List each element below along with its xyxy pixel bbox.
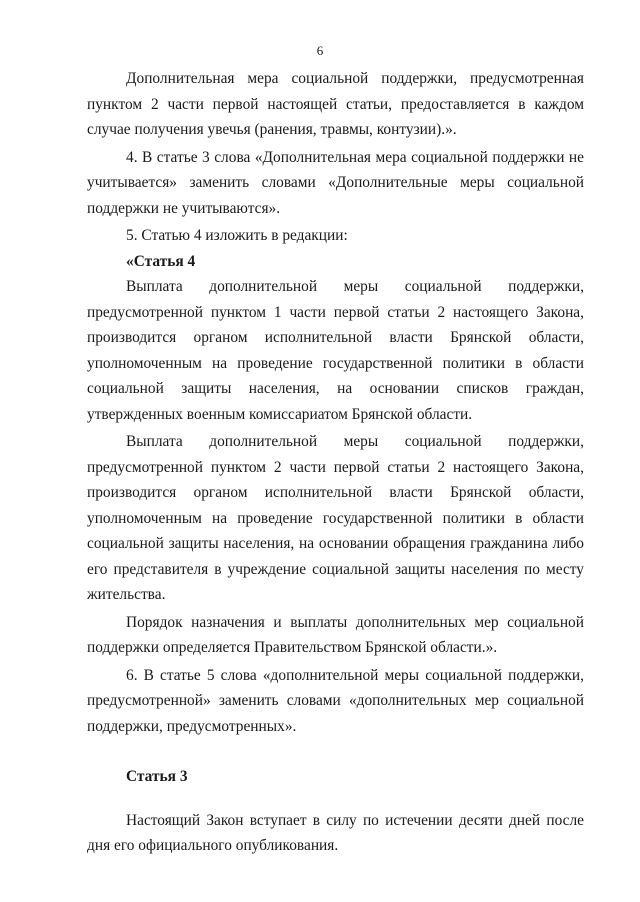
heading-article-4: «Статья 4 [126,252,196,270]
paragraph-payment-1: Выплата дополнительной меры социальной поддержки, предусмотренной пунктом 1 части первой статьи 2 настоящего Закона, производится органом исполнительной власти Брянской области, уполномоченным на проведение государственной политики в области социальной защиты населения, на основании списков граждан, утвержденных военным комиссариатом Брянской области. [87,278,584,423]
paragraph-injury-measure: Дополнительная мера социальной поддержки, предусмотренная пунктом 2 части первой настоящей статьи, предоставляется в каждом случае получения увечья (ранения, травмы, контузии).». [87,70,584,138]
paragraph-item-5: 5. Статью 4 изложить в редакции: [126,227,348,244]
heading-article-3: Статья 3 [126,768,188,785]
paragraph-item-6: 6. В статье 5 слова «дополнительной меры социальной поддержки, предусмотренной» заменить словами «дополнительных мер социальной поддержки, предусмотренных». [87,666,584,735]
document-body [87,66,584,859]
paragraph-entry-into-force: Настоящий Закон вступает в силу по истечении десяти дней после дня его официального опубликования. [87,811,584,854]
page-number: 6 [316,43,324,58]
paragraph-procedure: Порядок назначения и выплаты дополнительных мер социальной поддержки определяется Правительством Брянской области.». [87,613,584,656]
paragraph-payment-2: Выплата дополнительной меры социальной поддержки, предусмотренной пунктом 2 части первой статьи 2 настоящего Закона, производится органом исполнительной власти Брянской области, уполномоченным на проведение государственной политики в области социальной защиты населения, на основании обращения гражданина либо его представителя в учреждение социальной защиты населения по месту жительства. [87,433,584,603]
paragraph-item-4: 4. В статье 3 слова «Дополнительная мера социальной поддержки не учитывается» заменить словами «Дополнительные меры социальной поддержки не учитываются». [87,148,584,217]
